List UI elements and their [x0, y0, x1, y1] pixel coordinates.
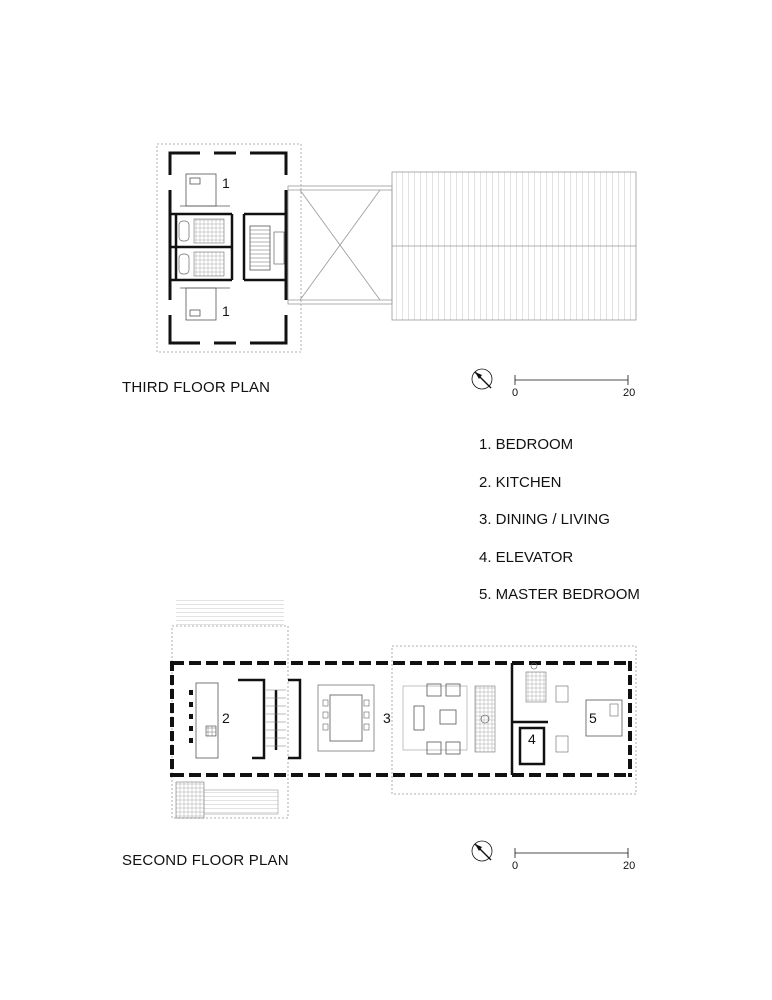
legend-item-elevator: 4. ELEVATOR	[479, 548, 574, 566]
bath-upper	[194, 219, 224, 243]
north-arrow-icon	[472, 369, 492, 389]
exterior-stair	[204, 790, 278, 814]
bridge-roof	[288, 186, 392, 304]
fireplace	[475, 686, 495, 752]
scale-start-second: 0	[512, 860, 519, 872]
room-label-dining-living: 3	[383, 710, 391, 726]
second-floor-title: SECOND FLOOR PLAN	[122, 852, 289, 869]
bed-upper	[186, 174, 216, 206]
second-floor-plan	[172, 598, 636, 872]
bath-lower	[194, 252, 224, 276]
room-label-bedroom-upper: 1	[222, 175, 230, 191]
stair-third	[250, 226, 270, 270]
legend-item-bedroom: 1. BEDROOM	[479, 436, 574, 453]
dining-table	[330, 695, 362, 741]
scale-end-third: 20	[623, 387, 636, 399]
living-rug	[403, 686, 467, 750]
scale-start-third: 0	[512, 387, 519, 399]
legend-item-master-bedroom: 5. MASTER BEDROOM	[479, 586, 640, 603]
legend-item-dining-living: 3. DINING / LIVING	[479, 511, 610, 528]
room-label-elevator: 4	[528, 731, 536, 747]
room-label-master-bedroom: 5	[589, 710, 597, 726]
scale-bar-third	[512, 375, 635, 399]
room-label-kitchen: 2	[222, 710, 230, 726]
third-floor-plan	[157, 144, 636, 399]
room-label-bedroom-lower: 1	[222, 303, 230, 319]
upper-deck	[176, 598, 284, 628]
scale-end-second: 20	[623, 860, 636, 872]
third-floor-title: THIRD FLOOR PLAN	[122, 379, 271, 396]
stair-core	[238, 680, 300, 758]
bed-lower	[186, 288, 216, 320]
room-legend	[479, 436, 640, 624]
legend-item-kitchen: 2. KITCHEN	[479, 473, 562, 491]
lower-landing	[176, 782, 204, 818]
north-arrow-icon	[472, 841, 492, 861]
master-bath	[526, 672, 546, 702]
living-furniture	[414, 684, 460, 754]
scale-bar-second	[512, 848, 635, 872]
right-boundary	[392, 646, 636, 794]
kitchen-island	[196, 683, 218, 758]
